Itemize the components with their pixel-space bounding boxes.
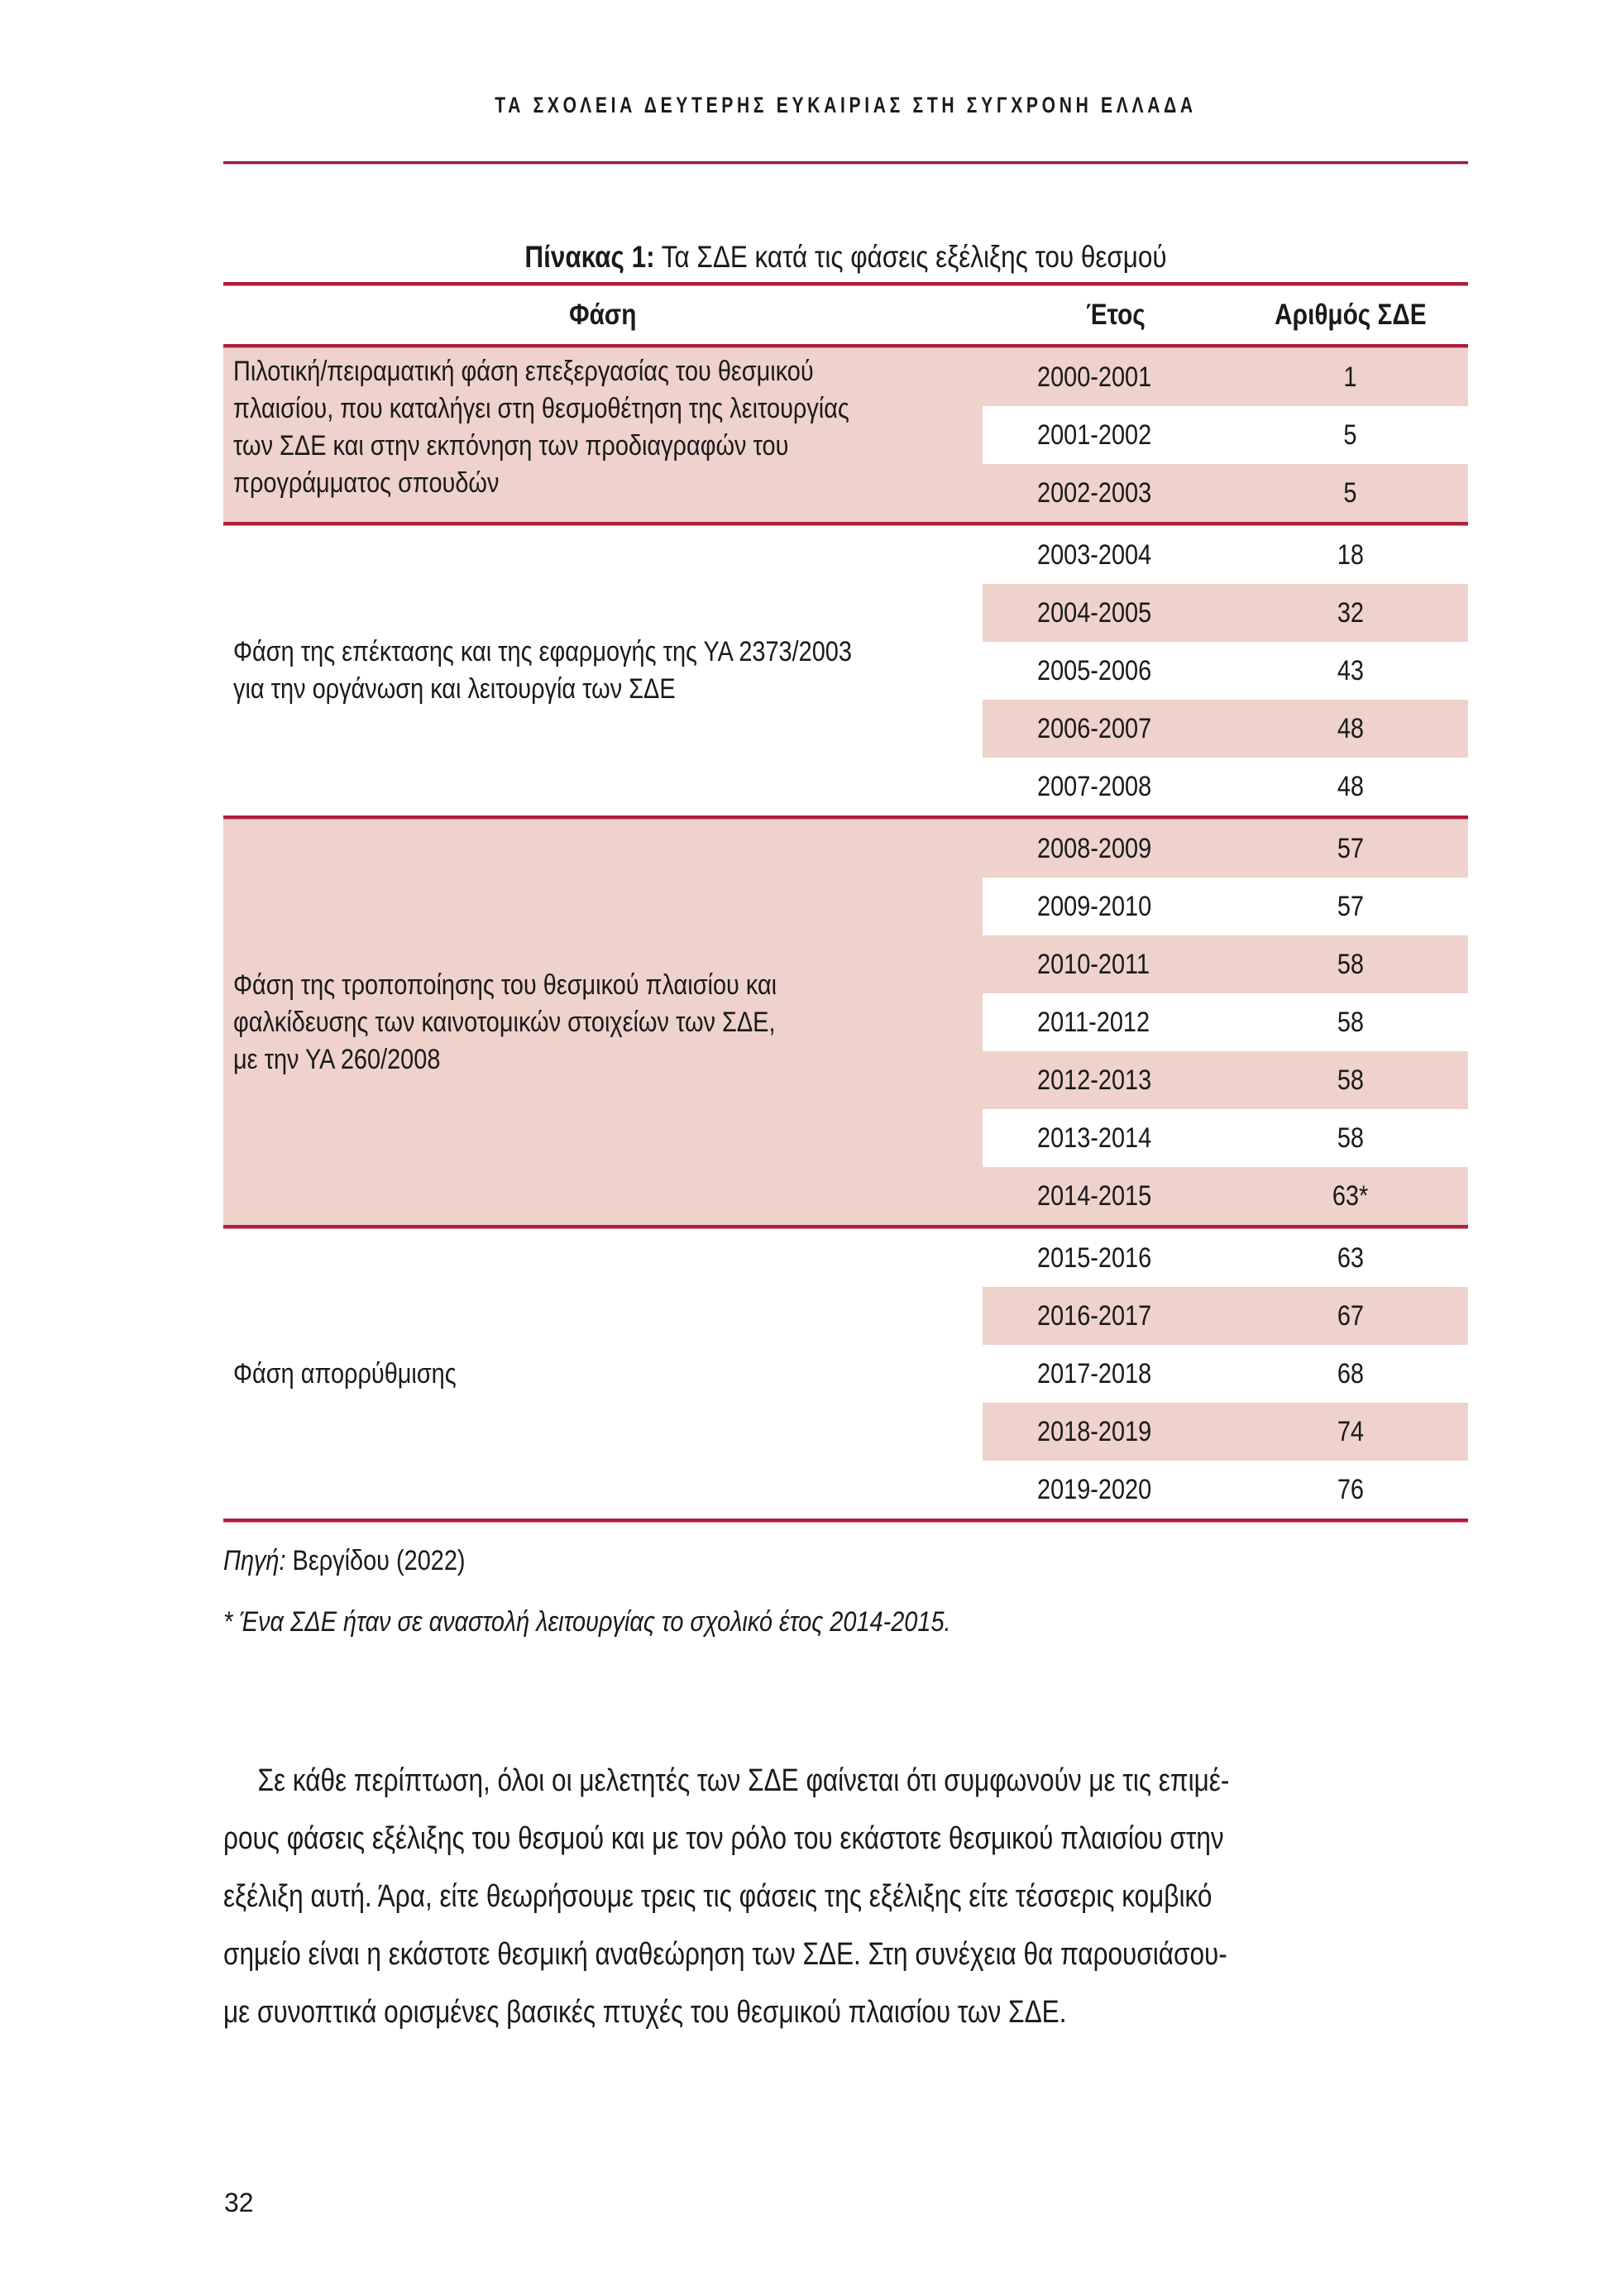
body-paragraph — [223, 1752, 1468, 2041]
table-row: 2004-2005 32 — [983, 584, 1468, 642]
table-row: 2006-2007 48 — [983, 700, 1468, 758]
paragraph-line: ρους φάσεις εξέλιξης του θεσμού και με τον ρόλο του εκάστοτε θεσμικού πλαισίου στην — [223, 1821, 1224, 1856]
table-row: 2003-2004 18 — [1037, 538, 1364, 571]
phase-group — [223, 526, 1468, 816]
phase-cell: Φάση της τροποποίησης του θεσμικού πλαισίου και φαλκίδευσης των καινοτομικών στοιχείων των ΣΔΕ, με την ΥΑ 260/2008 — [223, 820, 983, 1225]
caption-label: Πίνακας 1: — [524, 240, 655, 274]
caption-text: Τα ΣΔΕ κατά τις φάσεις εξέλιξης του θεσμού — [654, 240, 1167, 274]
paragraph-line: εξέλιξη αυτή. Άρα, είτε θεωρήσουμε τρεις τις φάσεις της εξέλιξης είτε τέσσερις κομβικό — [223, 1879, 1213, 1914]
table-footnote: * Ένα ΣΔΕ ήταν σε αναστολή λειτουργίας το σχολικό έτος 2014-2015. — [223, 1606, 951, 1638]
table-row: 2017-2018 68 — [1037, 1357, 1364, 1390]
phase-cell: Φάση της επέκτασης και της εφαρμογής της ΥΑ 2373/2003 για την οργάνωση και λειτουργία των ΣΔΕ — [233, 636, 852, 705]
phase-cell: Φάση απορρύθμισης — [233, 1357, 457, 1390]
table-row: 2008-2009 57 — [983, 820, 1468, 878]
paragraph-line: με συνοπτικά ορισμένες βασικές πτυχές του θεσμικού πλαισίου των ΣΔΕ. — [223, 1995, 1067, 2030]
table-header — [223, 286, 1468, 344]
table-row: 2007-2008 48 — [1037, 770, 1364, 802]
paragraph-line: Σε κάθε περίπτωση, όλοι οι μελετητές των ΣΔΕ φαίνεται ότι συμφωνούν με τις επιμέ- — [257, 1763, 1230, 1798]
table-row: 2011-2012 58 — [1037, 1006, 1364, 1038]
header-year: Έτος — [1086, 299, 1146, 331]
table-row: 2012-2013 58 — [983, 1051, 1468, 1109]
table-row: 2016-2017 67 — [983, 1287, 1468, 1345]
table-row: 2014-2015 63* — [983, 1167, 1468, 1225]
source-text: Βεργίδου (2022) — [285, 1545, 466, 1576]
running-head: ΤΑ ΣΧΟΛΕΙΑ ΔΕΥΤΕΡΗΣ ΕΥΚΑΙΡΙΑΣ ΣΤΗ ΣΥΓΧΡΟΝΗ ΕΛΛΑΔΑ — [495, 93, 1197, 117]
paragraph-line: σημείο είναι η εκάστοτε θεσμική αναθεώρηση των ΣΔΕ. Στη συνέχεια θα παρουσιάσου- — [223, 1937, 1227, 1972]
table-row: 2018-2019 74 — [983, 1403, 1468, 1461]
phase-group — [223, 1229, 1468, 1519]
phase-cell: Πιλοτική/πειραματική φάση επεξεργασίας του θεσμικού πλαισίου, που καταλήγει στη θεσμοθέτηση της λειτουργίας των ΣΔΕ και στην εκπόνηση των προδιαγραφών του προγράμματος σπουδών — [223, 348, 983, 522]
phase-group — [223, 820, 1468, 1225]
table-row: 2010-2011 58 — [983, 935, 1468, 993]
table-row: 2005-2006 43 — [1037, 654, 1364, 686]
source-label: Πηγή: — [223, 1545, 286, 1576]
header-phase: Φάση — [569, 299, 637, 331]
header-count: Αριθμός ΣΔΕ — [1274, 299, 1427, 331]
table-row: 2002-2003 5 — [983, 464, 1468, 522]
header-rule — [223, 161, 1468, 165]
table-row: 2015-2016 63 — [1037, 1241, 1364, 1274]
table-row: 2000-2001 1 — [983, 348, 1468, 406]
table-row: 2001-2002 5 — [1037, 419, 1357, 451]
table-row: 2009-2010 57 — [1037, 890, 1364, 922]
page-number: 32 — [224, 2188, 254, 2217]
phase-group — [223, 348, 1468, 522]
table-caption — [317, 240, 1375, 275]
table-source — [223, 1545, 508, 1577]
table-row: 2019-2020 76 — [1037, 1473, 1364, 1505]
table-rule — [223, 1519, 1468, 1523]
phases-table — [223, 282, 1468, 1523]
table-row: 2013-2014 58 — [1037, 1122, 1364, 1154]
